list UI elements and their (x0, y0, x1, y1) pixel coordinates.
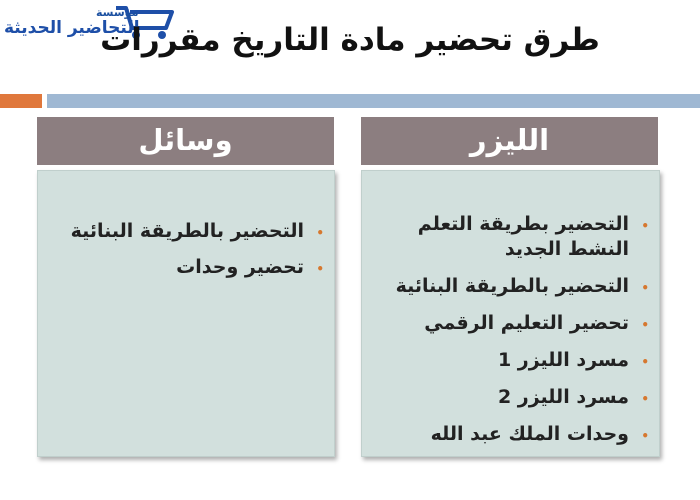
bullet-icon: • (316, 262, 324, 276)
list-item (379, 212, 649, 262)
accent-bar-blue (47, 94, 700, 108)
content-panel-left (37, 170, 335, 457)
column-header-left: وسائل (37, 117, 334, 165)
list-item (379, 311, 649, 336)
page-title: طرق تحضير مادة التاريخ مقررات (100, 22, 600, 58)
list-item-text: التحضير بطريقة التعلم النشط الجديد (417, 213, 629, 260)
bullet-list-left (59, 219, 324, 291)
list-item-text: مسرد الليزر 2 (497, 386, 629, 408)
bullet-icon: • (641, 392, 649, 406)
list-item-text: التحضير بالطريقة البنائية (395, 275, 629, 297)
list-item-text: التحضير بالطريقة البنائية (70, 220, 304, 242)
list-item-text: تحضير وحدات (176, 256, 304, 278)
content-panel-right (361, 170, 660, 457)
logo-small-text: مؤسسة (96, 6, 139, 19)
list-item-text: مسرد الليزر 1 (497, 349, 629, 371)
bullet-icon: • (641, 219, 649, 233)
list-item (379, 274, 649, 299)
list-item (379, 348, 649, 373)
list-item (379, 422, 649, 447)
list-item (59, 219, 324, 244)
list-item (59, 255, 324, 280)
list-item-text: تحضير التعليم الرقمي (424, 312, 629, 334)
column-header-right: الليزر (361, 117, 658, 165)
bullet-list-right (379, 212, 649, 459)
accent-bar-orange (0, 94, 42, 108)
logo-main-text: التحاضير الحديثة (4, 18, 140, 38)
bullet-icon: • (641, 429, 649, 443)
bullet-icon: • (316, 226, 324, 240)
list-item-text: وحدات الملك عبد الله (430, 423, 629, 445)
bullet-icon: • (641, 318, 649, 332)
bullet-icon: • (641, 281, 649, 295)
list-item (379, 385, 649, 410)
bullet-icon: • (641, 355, 649, 369)
